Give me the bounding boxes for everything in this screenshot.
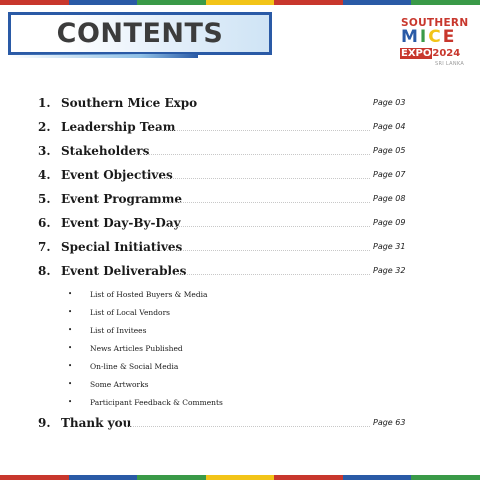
subsection-label: Some Artworks (90, 380, 149, 389)
bullet: • (68, 398, 73, 406)
toc-entry[interactable] (38, 120, 418, 138)
toc-title: Special Initiatives (61, 240, 183, 254)
toc-title: Event Day-By-Day (61, 216, 181, 230)
toc-entry[interactable] (38, 216, 418, 234)
stripe-segment (411, 475, 480, 480)
toc-number: 9. (38, 416, 51, 430)
event-logo (398, 17, 470, 69)
toc-number: 2. (38, 120, 51, 134)
subsection-label: List of Hosted Buyers & Media (90, 290, 208, 299)
bullet: • (68, 290, 73, 298)
toc-leader (160, 130, 370, 131)
title-box (8, 12, 272, 55)
toc-leader (170, 274, 370, 275)
toc-title: Event Objectives (61, 168, 173, 182)
toc-leader (136, 154, 370, 155)
stripe-segment (343, 475, 412, 480)
subsection-label: List of Local Vendors (90, 308, 170, 317)
stripe-segment (137, 0, 206, 5)
logo-letter: I (419, 27, 429, 47)
toc-number: 8. (38, 264, 51, 278)
stripe-segment (206, 475, 275, 480)
toc-leader (160, 202, 370, 203)
toc-page: Page 05 (373, 146, 406, 155)
toc-entry[interactable] (38, 416, 418, 434)
toc-leader (126, 426, 370, 427)
subsection-label: On-line & Social Media (90, 362, 179, 371)
logo-year: 2024 (432, 48, 461, 59)
stripe-segment (0, 0, 69, 5)
toc-page: Page 04 (373, 122, 406, 131)
toc-entry[interactable] (38, 144, 418, 162)
toc-title: Thank you (61, 416, 132, 430)
stripe-segment (343, 0, 412, 5)
toc-entry[interactable] (38, 168, 418, 186)
toc-page: Page 31 (373, 242, 406, 251)
stripe-segment (69, 0, 138, 5)
stripe-segment (274, 475, 343, 480)
logo-southern: SOUTHERN (401, 17, 469, 29)
bullet: • (68, 308, 73, 316)
toc-title: Southern Mice Expo (61, 96, 198, 110)
toc-page: Page 32 (373, 266, 406, 275)
subsection-label: Participant Feedback & Comments (90, 398, 223, 407)
title-underline (8, 54, 198, 58)
toc-page: Page 07 (373, 170, 406, 179)
toc-page: Page 03 (373, 98, 406, 107)
toc-leader (160, 226, 370, 227)
toc-number: 7. (38, 240, 51, 254)
logo-letter: E (442, 27, 457, 47)
subsection-label: List of Invitees (90, 326, 147, 335)
top-color-stripe (0, 0, 480, 5)
logo-expo: EXPO (401, 48, 432, 59)
toc-title: Event Programme (61, 192, 183, 206)
stripe-segment (274, 0, 343, 5)
toc-title: Leadership Team (61, 120, 176, 134)
logo-letter: C (428, 27, 443, 47)
bottom-color-stripe (0, 475, 480, 480)
toc-entry[interactable] (38, 240, 418, 258)
toc-entry[interactable] (38, 264, 418, 282)
toc-entry[interactable] (38, 192, 418, 210)
page-title: CONTENTS (56, 18, 224, 49)
logo-expo-year (400, 48, 460, 60)
toc-page: Page 09 (373, 218, 406, 227)
toc-number: 3. (38, 144, 51, 158)
stripe-segment (69, 475, 138, 480)
toc-leader (150, 178, 370, 179)
logo-mice (401, 28, 456, 46)
stripe-segment (411, 0, 480, 5)
stripe-segment (0, 475, 69, 480)
toc-page: Page 63 (373, 418, 406, 427)
toc-number: 4. (38, 168, 51, 182)
toc-title: Event Deliverables (61, 264, 187, 278)
bullet: • (68, 326, 73, 334)
toc-page: Page 08 (373, 194, 406, 203)
logo-letter: M (401, 27, 420, 47)
toc-number: 6. (38, 216, 51, 230)
bullet: • (68, 362, 73, 370)
toc-leader (160, 250, 370, 251)
bullet: • (68, 380, 73, 388)
toc-number: 5. (38, 192, 51, 206)
logo-country: SRI LANKA (435, 61, 465, 67)
stripe-segment (137, 475, 206, 480)
bullet: • (68, 344, 73, 352)
toc-entry[interactable] (38, 96, 418, 114)
toc-title: Stakeholders (61, 144, 150, 158)
toc-number: 1. (38, 96, 51, 110)
subsection-label: News Articles Published (90, 344, 183, 353)
stripe-segment (206, 0, 275, 5)
